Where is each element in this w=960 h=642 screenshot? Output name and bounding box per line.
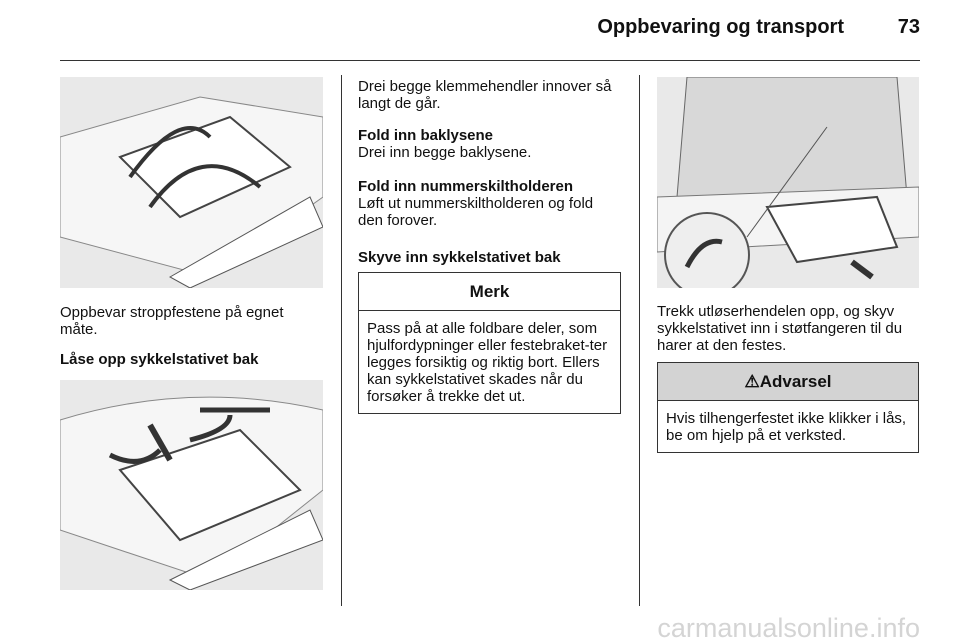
warning-box — [657, 362, 919, 453]
warning-header — [658, 363, 918, 401]
bike-rack-illustration — [60, 77, 323, 288]
paragraph: Drei inn begge baklysene. — [358, 144, 532, 161]
section-heading: Fold inn baklysene — [358, 127, 494, 144]
page-number: 73 — [897, 16, 920, 38]
warning-triangle-icon: ⚠ — [744, 372, 760, 391]
paragraph: Trekk utløserhendelen opp, og skyv sykkelstativet inn i støtfangeren til du harer at den festes. — [657, 303, 903, 354]
note-title: Merk — [359, 273, 620, 311]
note-body: Pass på at alle foldbare deler, som hjulfordypninger eller festebraket-ter legges forsiktig og riktig bort. Ellers kan sykkelstativet skades når du forsøker å trekke det ut. — [367, 320, 608, 405]
illustration-strap-storage — [60, 77, 323, 288]
header-rule — [60, 60, 920, 61]
warning-title: Advarsel — [759, 372, 832, 391]
warning-body: Hvis tilhengerfestet ikke klikker i lås, be om hjelp på et verksted. — [666, 410, 907, 444]
section-heading: Låse opp sykkelstativet bak — [60, 351, 259, 368]
paragraph: Drei begge klemmehendler innover så langt de går. — [358, 78, 612, 112]
illustration-unlock — [60, 380, 323, 590]
column-divider — [639, 75, 640, 606]
bike-rack-unlock-illustration — [60, 380, 323, 590]
strap-caption: Oppbevar stroppfestene på egnet måte. — [60, 304, 284, 338]
section-heading: Skyve inn sykkelstativet bak — [358, 249, 561, 266]
column-divider — [341, 75, 342, 606]
car-rear-illustration — [657, 77, 919, 288]
note-box — [358, 272, 621, 414]
section-heading: Fold inn nummerskiltholderen — [358, 178, 574, 195]
illustration-insert — [657, 77, 919, 288]
watermark: carmanualsonline.info — [657, 613, 920, 642]
paragraph: Løft ut nummerskiltholderen og fold den forover. — [358, 195, 594, 229]
page-title: Oppbevaring og transport — [597, 16, 844, 38]
